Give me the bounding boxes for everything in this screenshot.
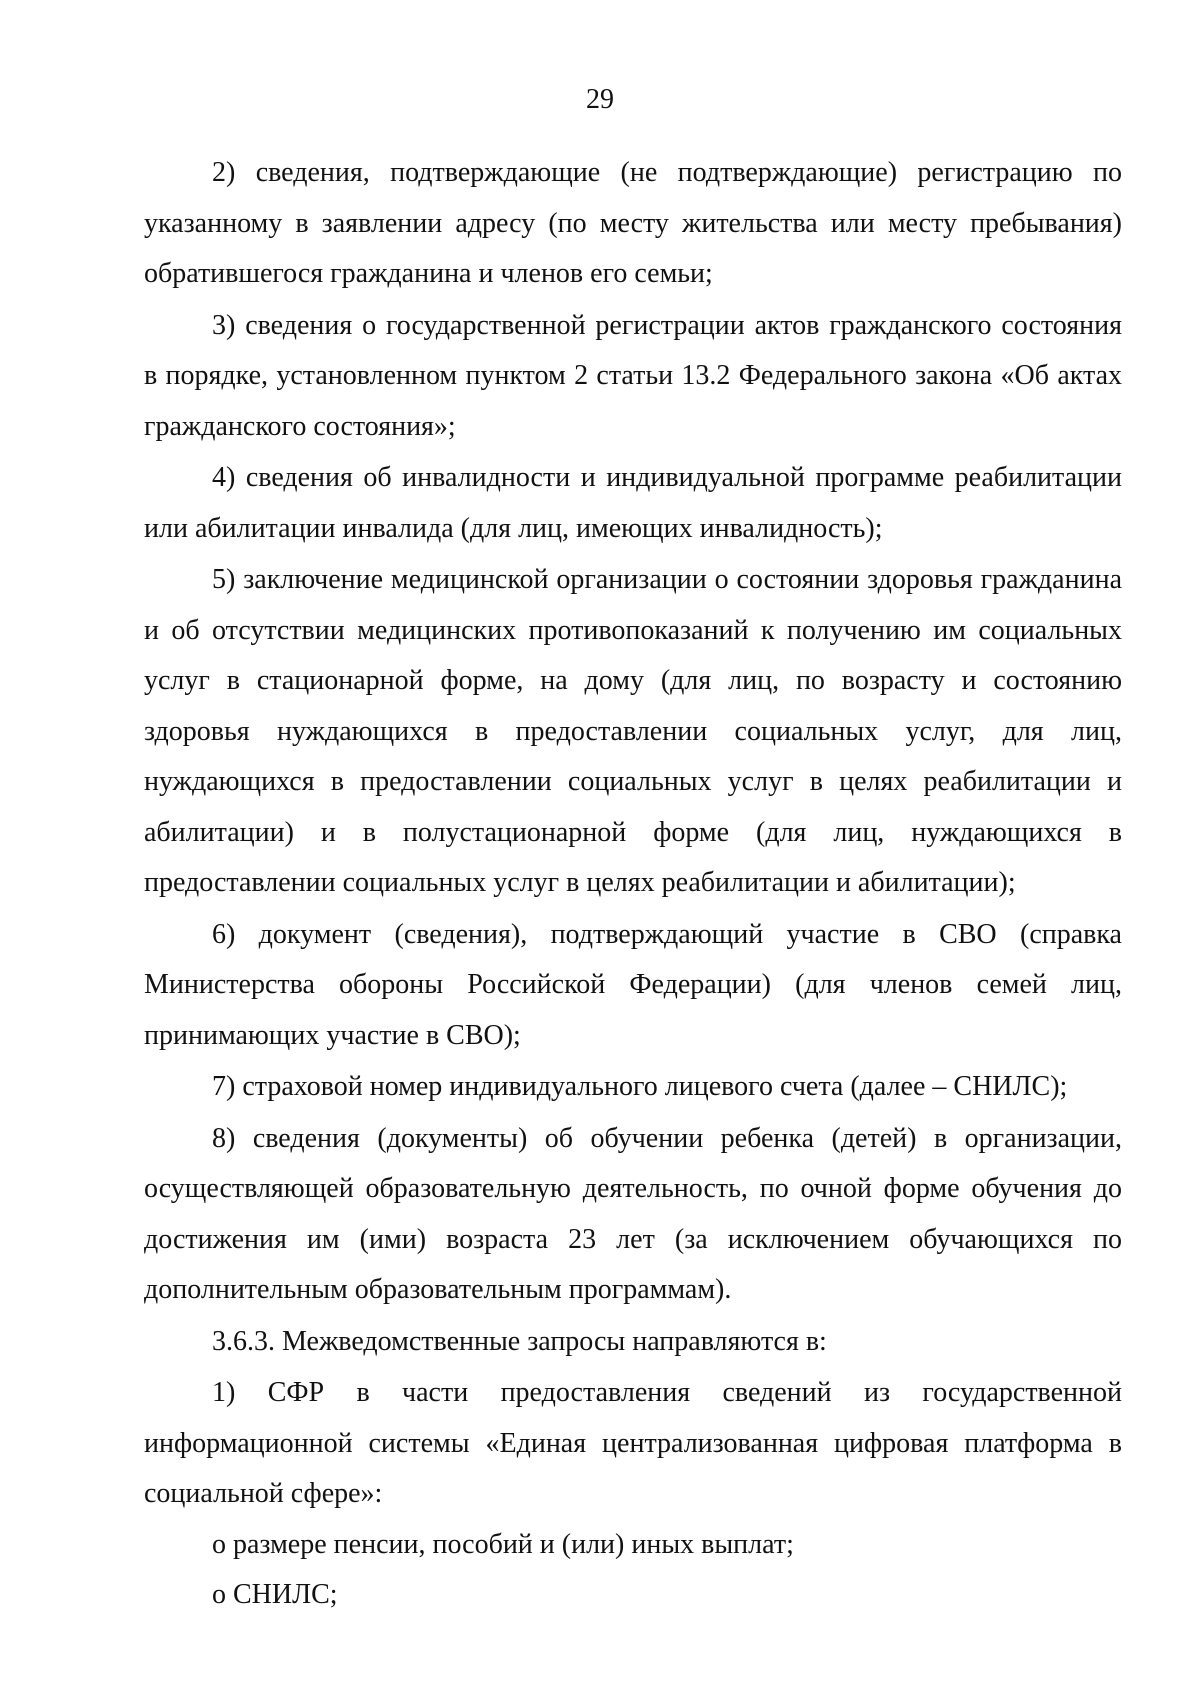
paragraph-item-7: 7) страховой номер индивидуального лицевого счета (далее – СНИЛС); (212, 1071, 1068, 1102)
paragraph-item-8: 8) сведения (документы) об обучении ребенка (детей) в организации, осуществляющей образовательную деятельность, по очной форме обучения до достижения им (ими) возраста 23 лет (за исключением обучающихся по дополнительным образовательным программам). (144, 1122, 1122, 1305)
page-number: 29 (586, 84, 614, 115)
paragraph-item-2: 2) сведения, подтверждающие (не подтверждающие) регистрацию по указанному в заявлении адресу (по месту жительства или месту пребывания) обратившегося гражданина и членов его семьи; (144, 157, 1122, 289)
paragraph-pension-size: о размере пенсии, пособий и (или) иных выплат; (212, 1528, 794, 1560)
paragraph-item-3: 3) сведения о государственной регистрации актов гражданского состояния в порядке, установленном пунктом 2 статьи 13.2 Федерального закона «Об актах гражданского состояния»; (144, 309, 1122, 442)
paragraph-item-5: 5) заключение медицинской организации о состоянии здоровья гражданина и об отсутствии медицинских противопоказаний к получению им социальных услуг в стационарной форме, на дому (для лиц, по возрасту и состоянию здоровья нуждающихся в предоставлении социальных услуг, для лиц, нуждающихся в предоставлении социальных услуг в целях реабилитации и абилитации) и в полустационарной форме (для лиц, нуждающихся в предоставлении социальных услуг в целях реабилитации и абилитации); (144, 564, 1122, 898)
paragraph-section-3-6-3: 3.6.3. Межведомственные запросы направляются в: (212, 1325, 827, 1357)
paragraph-item-6: 6) документ (сведения), подтверждающий участие в СВО (справка Министерства обороны Российской Федерации) (для членов семей лиц, принимающих участие в СВО); (144, 918, 1122, 1051)
paragraph-item-4: 4) сведения об инвалидности и индивидуальной программе реабилитации или абилитации инвалида (для лиц, имеющих инвалидность); (144, 462, 1122, 544)
paragraph-snils: о СНИЛС; (212, 1579, 338, 1610)
paragraph-sfr-item-1: 1) СФР в части предоставления сведений из государственной информационной системы «Единая централизованная цифровая платформа в социальной сфере»: (144, 1377, 1122, 1509)
document-body (144, 148, 1122, 1621)
